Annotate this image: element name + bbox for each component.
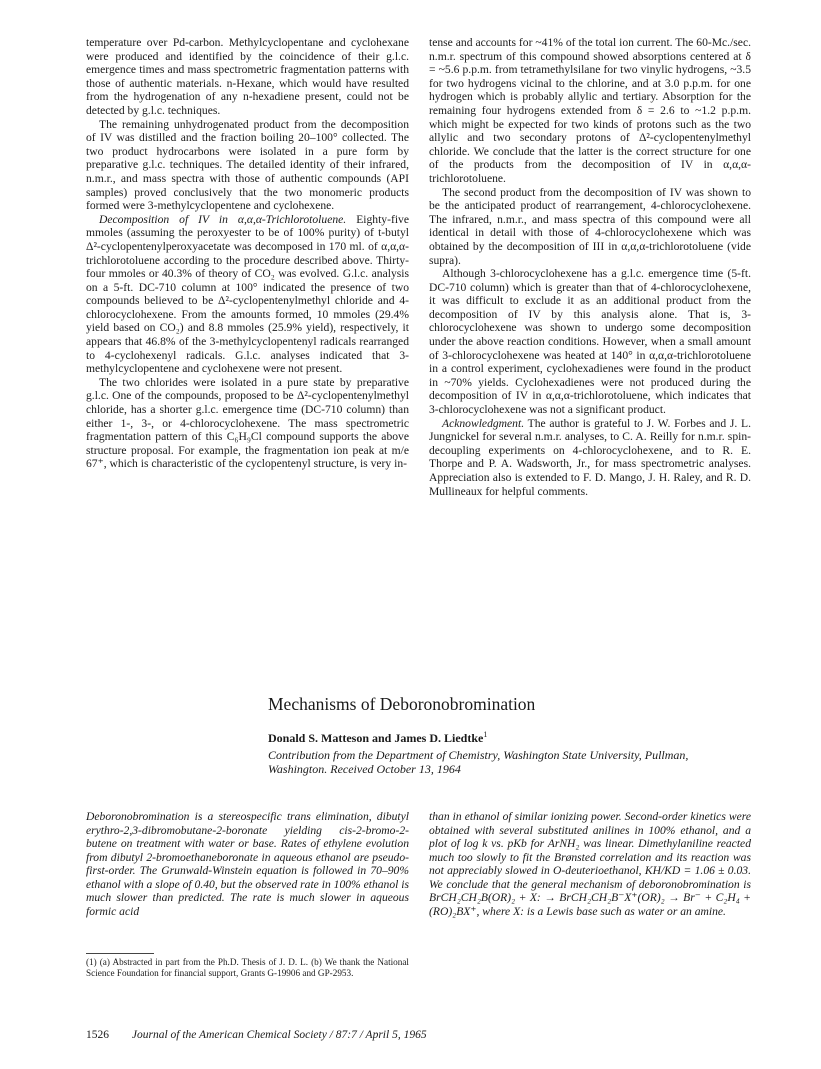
paragraph: temperature over Pd-carbon. Methylcyclopentane and cyclohexane were produced and identified by the coincidence of their g.l.c. emergence times and mass spectrometric fragmentation patterns with those of authentic materials. n-Hexane, which would have resulted from the hydrogenation of any n-hexadiene present, could not be detected by g.l.c. techniques. <box>86 36 409 117</box>
page-footer <box>86 1029 427 1041</box>
section-heading: Acknowledgment. <box>442 416 525 430</box>
paragraph: The remaining unhydrogenated product from the decomposition of IV was distilled and the fraction boiling 20–100° collected. The two product hydrocarbons were isolated in a pure form by preparative g.l.c. techniques. The detailed identity of their infrared, n.m.r., and mass spectra with those of authentic compounds (API samples) proved conclusively that the two monomeric products formed were 3-methylcyclopentene and cyclohexene. <box>86 117 409 213</box>
paragraph <box>86 213 409 376</box>
article-affiliation: Contribution from the Department of Chemistry, Washington State University, Pullman, Washington. Received October 13, 1964 <box>268 748 689 776</box>
article-title: Mechanisms of Deboronobromination <box>268 694 536 714</box>
abstract-right-column: than in ethanol of similar ionizing power. Second-order kinetics were obtained with several substituted anilines in 100% ethanol, and a plot of log k vs. pKb for ArNH₂ was linear. Dimethylaniline reacted much too slowly to fit the Brønsted correlation and its reaction was not appreciably slowed in O-deuterioethanol, KH/KD = 1.06 ± 0.03. We conclude that the general mechanism of deboronobromination is BrCH₂CH₂B(OR)₂ + X: → BrCH₂CH₂B⁻X⁺(OR)₂ → Br⁻ + C₂H₄ + (RO)₂BX⁺, where X: is a Lewis base such as water or an amine. <box>429 810 751 918</box>
paragraph-body: Eighty-five mmoles (assuming the peroxyester to be of 100% purity) of t-butyl Δ²-cyclopentenylperoxyacetate was decomposed in 170 ml. of α,α,α-trichlorotoluene according to the procedure described above. Thirty-four mmoles or 40.3% of theory of CO₂ was evolved. G.l.c. analysis on a 5-ft. DC-710 column at 100° indicated the presence of two compounds believed to be Δ²-cyclopentenylmethyl chloride and 4-chlorocyclohexene. From the amounts formed, 10 mmoles (29.4% yield based on CO₂) and 8.8 mmoles (25.9% yield), respectively, it appears that 46.8% of the 3-methylcyclopentenyl radicals rearranged to 4-cyclohexenyl radicals. G.l.c. analyses indicated that 3-methylcyclopentene and cyclohexene were not present. <box>86 212 409 376</box>
page-number: 1526 <box>86 1029 109 1041</box>
paragraph: The second product from the decomposition of IV was shown to be the anticipated product of rearrangement, 4-chlorocyclohexene. The infrared, n.m.r., and mass spectra of this compound were all identical in detail with those of 4-chlorocyclohexene which was obtained by the decomposition of III in α,α,α-trichlorotoluene (vide supra). <box>429 185 751 267</box>
paragraph-body: The author is grateful to J. W. Forbes and J. L. Jungnickel for several n.m.r. analyses, to C. A. Reilly for n.m.r. spin-decoupling experiments on 4-chlorocyclohexene, and to R. E. Thorpe and P. A. Wadsworth, Jr., for mass spectrometric analyses. Appreciation also is extended to F. D. Mango, J. H. Raley, and R. D. Mullineaux for helpful comments. <box>429 416 751 498</box>
author-footnote-marker: 1 <box>483 730 488 739</box>
paragraph: The two chlorides were isolated in a pure state by preparative g.l.c. One of the compounds, proposed to be Δ²-cyclopentenylmethyl chloride, has a shorter g.l.c. emergence time (DC-710 column) than either 1-, 3-, or 4-chlorocyclohexene. The mass spectrometric fragmentation pattern of this C₆H₉Cl compound supports the above structure proposal. For example, the fragmentation ion peak at m/e 67⁺, which is characteristic of the cyclopentenyl structure, is very in- <box>86 375 409 471</box>
footnote-divider <box>86 953 154 954</box>
journal-citation: Journal of the American Chemical Society / 87:7 / April 5, 1965 <box>131 1029 427 1041</box>
left-column-text <box>86 36 409 471</box>
paragraph: Although 3-chlorocyclohexene has a g.l.c. emergence time (5-ft. DC-710 column) which is greater than that of 4-chlorocyclohexene, it was difficult to exclude it as an additional product from the decomposition of IV by this analysis alone. That is, 3-chlorocyclohexene was shown to undergo some decomposition under the above reaction conditions. However, when a small amount of 3-chlorocyclohexene was heated at 140° in α,α,α-trichlorotoluene in a control experiment, cyclohexadienes were found in the product in ~70% yields. Cyclohexadienes were not produced during the decomposition of IV in α,α,α-trichlorotoluene, which indicates that 3-chlorocyclohexene was not a significant product. <box>429 267 751 417</box>
paragraph: tense and accounts for ~41% of the total ion current. The 60-Mc./sec. n.m.r. spectrum of this compound showed absorptions centered at δ = ~5.6 p.p.m. from tetramethylsilane for two vinylic hydrogens, ~3.5 for two hydrogens vicinal to the chlorine, and at 3.0 p.p.m. for one hydrogen which is probably allylic and tertiary. Absorption for the remaining four hydrogens extended from δ = 2.6 to ~1.2 p.p.m. which might be expected for two kinds of protons such as the two allylic and two secondary protons of Δ²-cyclopentenylmethyl chloride. We conclude that the latter is the correct structure for one of the products from the decomposition of IV in α,α,α-trichlorotoluene. <box>429 36 751 185</box>
section-heading: Decomposition of IV in α,α,α-Trichlorotoluene. <box>99 212 347 226</box>
footnote: (1) (a) Abstracted in part from the Ph.D. Thesis of J. D. L. (b) We thank the National Science Foundation for financial support, Grants G-19906 and GP-2953. <box>86 957 409 978</box>
abstract-left-column: Deboronobromination is a stereospecific trans elimination, dibutyl erythro-2,3-dibromobutane-2-boronate yielding cis-2-bromo-2-butene on treatment with water or base. Rates of ethylene evolution from dibutyl 2-bromoethaneboronate in aqueous ethanol are pseudo-first-order. The Grunwald-Winstein equation is followed in 70–90% ethanol with a slope of 0.40, but the observed rate in 100% ethanol is much slower than predicted. The rate is much slower in aqueous formic acid <box>86 810 409 918</box>
paragraph <box>429 417 751 499</box>
article-authors <box>268 730 487 746</box>
right-column-text <box>429 36 751 498</box>
author-names: Donald S. Matteson and James D. Liedtke <box>268 731 484 745</box>
